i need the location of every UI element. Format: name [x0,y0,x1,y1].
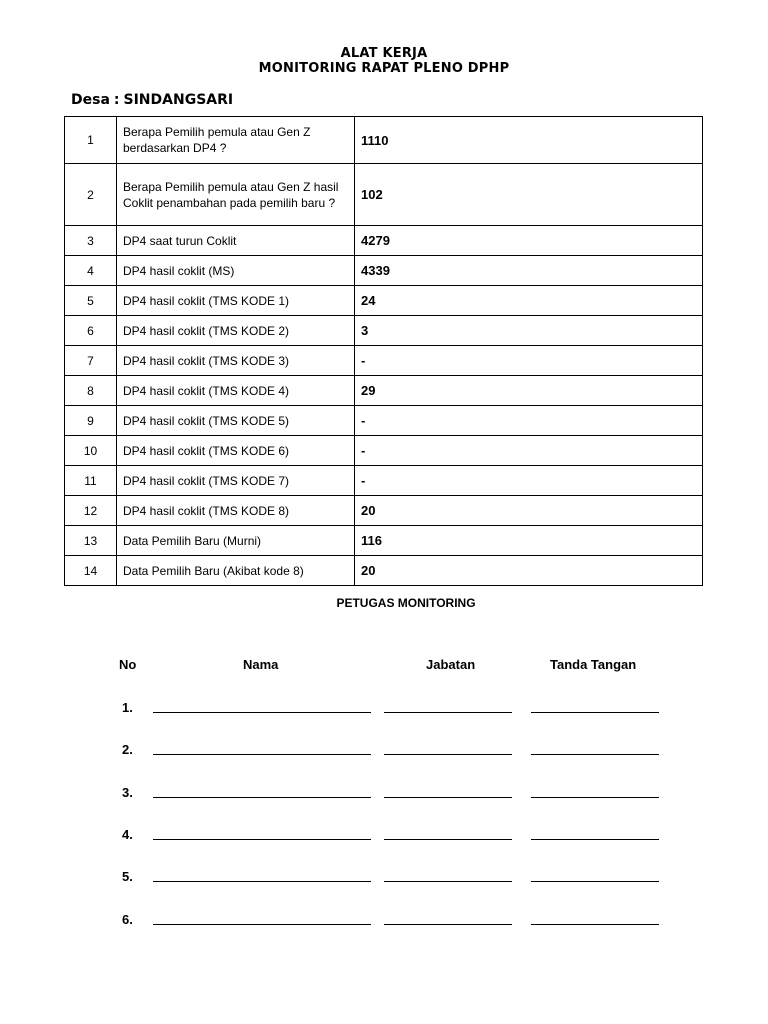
row-description: DP4 hasil coklit (TMS KODE 3) [117,346,355,376]
row-description: DP4 hasil coklit (TMS KODE 1) [117,286,355,316]
petugas-monitoring-title: PETUGAS MONITORING [336,596,476,610]
row-description: DP4 hasil coklit (TMS KODE 2) [117,316,355,346]
signature-header-tanda-tangan: Tanda Tangan [550,657,637,672]
row-value: - [355,406,703,436]
signature-row [0,827,768,847]
jabatan-blank-line [384,754,512,755]
row-description: DP4 hasil coklit (TMS KODE 8) [117,496,355,526]
jabatan-blank-line [384,881,512,882]
signature-row-number: 1. [122,700,133,715]
row-description: Data Pemilih Baru (Murni) [117,526,355,556]
row-number: 4 [65,256,117,286]
jabatan-blank-line [384,924,512,925]
tanda-tangan-blank-line [531,754,659,755]
document-title-line2: MONITORING RAPAT PLENO DPHP [258,61,510,76]
desa-separator: : [113,92,120,108]
tanda-tangan-blank-line [531,881,659,882]
tanda-tangan-blank-line [531,924,659,925]
row-number: 13 [65,526,117,556]
nama-blank-line [153,924,371,925]
signature-row-number: 3. [122,785,133,800]
row-description: DP4 hasil coklit (MS) [117,256,355,286]
monitoring-data-table [64,116,703,586]
table-row [65,406,703,436]
row-number: 10 [65,436,117,466]
nama-blank-line [153,881,371,882]
table-row [65,376,703,406]
table-row [65,556,703,586]
signature-row [0,742,768,762]
table-row [65,117,703,164]
row-number: 5 [65,286,117,316]
jabatan-blank-line [384,797,512,798]
row-description: DP4 hasil coklit (TMS KODE 5) [117,406,355,436]
row-number: 6 [65,316,117,346]
row-number: 14 [65,556,117,586]
row-value: 1110 [355,117,703,164]
row-description: Data Pemilih Baru (Akibat kode 8) [117,556,355,586]
signature-header-no: No [119,657,137,672]
row-value: - [355,466,703,496]
row-value: 4339 [355,256,703,286]
row-number: 8 [65,376,117,406]
nama-blank-line [153,797,371,798]
desa-value: SINDANGSARI [123,92,234,108]
tanda-tangan-blank-line [531,797,659,798]
row-value: 116 [355,526,703,556]
table-row [65,226,703,256]
table-row [65,164,703,226]
signature-header-nama: Nama [243,657,279,672]
row-value: - [355,346,703,376]
desa-label: Desa [71,92,110,108]
signature-row-number: 5. [122,869,133,884]
row-value: - [355,436,703,466]
desa-field [71,92,233,109]
row-value: 29 [355,376,703,406]
signature-row [0,869,768,889]
table-row [65,346,703,376]
row-number: 7 [65,346,117,376]
row-number: 9 [65,406,117,436]
jabatan-blank-line [384,712,512,713]
nama-blank-line [153,839,371,840]
row-number: 11 [65,466,117,496]
row-number: 12 [65,496,117,526]
table-row [65,466,703,496]
row-number: 2 [65,164,117,226]
row-description: DP4 hasil coklit (TMS KODE 4) [117,376,355,406]
table-row [65,436,703,466]
document-title-line1: ALAT KERJA [340,46,428,61]
jabatan-blank-line [384,839,512,840]
tanda-tangan-blank-line [531,712,659,713]
row-number: 3 [65,226,117,256]
table-row [65,526,703,556]
signature-row [0,785,768,805]
row-description: DP4 hasil coklit (TMS KODE 6) [117,436,355,466]
nama-blank-line [153,754,371,755]
signature-header-jabatan: Jabatan [426,657,476,672]
table-row [65,496,703,526]
row-value: 20 [355,496,703,526]
row-description: DP4 hasil coklit (TMS KODE 7) [117,466,355,496]
nama-blank-line [153,712,371,713]
row-number: 1 [65,117,117,164]
row-description: DP4 saat turun Coklit [117,226,355,256]
table-row [65,286,703,316]
signature-row [0,912,768,932]
row-description: Berapa Pemilih pemula atau Gen Z berdasarkan DP4 ? [117,117,355,164]
table-row [65,256,703,286]
signature-row [0,700,768,720]
row-value: 4279 [355,226,703,256]
signature-row-number: 4. [122,827,133,842]
row-value: 20 [355,556,703,586]
row-value: 24 [355,286,703,316]
signature-row-number: 2. [122,742,133,757]
row-description: Berapa Pemilih pemula atau Gen Z hasil Coklit penambahan pada pemilih baru ? [117,164,355,226]
tanda-tangan-blank-line [531,839,659,840]
row-value: 3 [355,316,703,346]
signature-row-number: 6. [122,912,133,927]
table-row [65,316,703,346]
row-value: 102 [355,164,703,226]
